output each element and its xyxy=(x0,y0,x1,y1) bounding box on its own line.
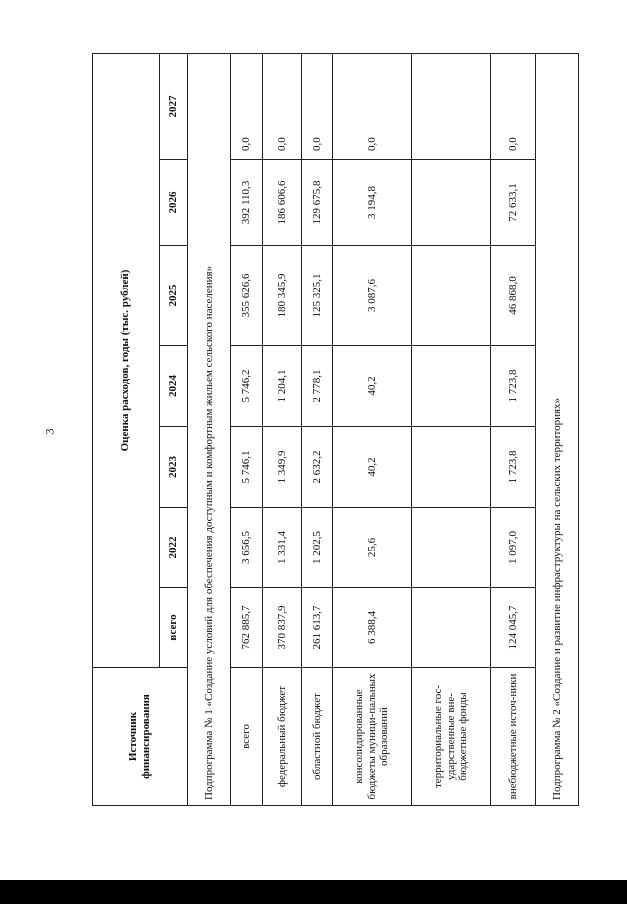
table-cell: 1 204,1 xyxy=(263,346,302,427)
table-cell: 370 837,9 xyxy=(263,588,302,668)
table-cell xyxy=(412,508,491,588)
table-cell xyxy=(412,588,491,668)
estimate-header: Оценка расходов, годы (тыс. рублей) xyxy=(93,53,160,667)
table-cell: 762 885,7 xyxy=(231,588,263,668)
table-cell: 0,0 xyxy=(491,53,536,159)
table-cell: 0,0 xyxy=(263,53,302,159)
subprogram-1-title: Подпрограмма № 1 «Создание условий для обеспечения доступным и комфортным жильем сельского населения» xyxy=(188,53,231,805)
table-cell: 5 746,1 xyxy=(231,427,263,508)
row-label: областной бюджет xyxy=(302,668,333,806)
table-cell: 0,0 xyxy=(302,53,333,159)
table-cell: 392 110,3 xyxy=(231,160,263,246)
table-cell: 3 194,8 xyxy=(333,160,412,246)
table-row xyxy=(333,53,412,805)
row-label: консолидированные бюджеты муници-пальных образований xyxy=(333,668,412,806)
rotated-table-container xyxy=(92,54,568,806)
page-number: 3 xyxy=(42,428,57,435)
column-header-total: всего xyxy=(159,588,188,668)
row-label: федеральный бюджет xyxy=(263,668,302,806)
table-row xyxy=(491,53,536,805)
table-cell: 124 045,7 xyxy=(491,588,536,668)
table-row xyxy=(302,53,333,805)
scan-bottom-edge xyxy=(0,880,627,904)
table-cell: 40,2 xyxy=(333,427,412,508)
table-cell: 46 868,0 xyxy=(491,246,536,346)
table-cell: 1 723,8 xyxy=(491,346,536,427)
source-header: Источник финансирования xyxy=(93,668,188,806)
table-cell: 186 606,6 xyxy=(263,160,302,246)
table-cell: 355 626,6 xyxy=(231,246,263,346)
table-cell: 125 325,1 xyxy=(302,246,333,346)
table-cell: 129 675,8 xyxy=(302,160,333,246)
row-label: всего xyxy=(231,668,263,806)
table-cell: 6 388,4 xyxy=(333,588,412,668)
table-cell: 5 746,2 xyxy=(231,346,263,427)
table-cell xyxy=(412,246,491,346)
table-cell: 1 097,0 xyxy=(491,508,536,588)
table-cell: 180 345,9 xyxy=(263,246,302,346)
column-header-2025: 2025 xyxy=(159,246,188,346)
row-label: территориальные гос-ударственные вне-бюджетные фонды xyxy=(412,668,491,806)
table-cell xyxy=(412,427,491,508)
table-cell: 25,6 xyxy=(333,508,412,588)
table-cell: 2 632,2 xyxy=(302,427,333,508)
table-cell: 40,2 xyxy=(333,346,412,427)
table-cell: 0,0 xyxy=(231,53,263,159)
table-cell xyxy=(412,160,491,246)
table-row xyxy=(263,53,302,805)
table-cell: 1 723,8 xyxy=(491,427,536,508)
column-header-2027: 2027 xyxy=(159,53,188,159)
table-cell: 1 202,5 xyxy=(302,508,333,588)
table-cell: 1 349,9 xyxy=(263,427,302,508)
table-row xyxy=(231,53,263,805)
financing-table xyxy=(92,53,579,806)
column-header-2023: 2023 xyxy=(159,427,188,508)
table-cell: 72 633,1 xyxy=(491,160,536,246)
column-header-2024: 2024 xyxy=(159,346,188,427)
table-cell xyxy=(412,53,491,159)
row-label: внебюджетные источ-ники xyxy=(491,668,536,806)
table-cell: 0,0 xyxy=(333,53,412,159)
table-cell: 261 613,7 xyxy=(302,588,333,668)
table-cell: 2 778,1 xyxy=(302,346,333,427)
column-header-2022: 2022 xyxy=(159,508,188,588)
table-cell: 3 656,5 xyxy=(231,508,263,588)
table-cell: 3 087,6 xyxy=(333,246,412,346)
column-header-2026: 2026 xyxy=(159,160,188,246)
table-row xyxy=(412,53,491,805)
table-cell xyxy=(412,346,491,427)
subprogram-2-title: Подпрограмма № 2 «Создание и развитие инфраструктуры на сельских территориях» xyxy=(536,53,579,805)
table-cell: 1 331,4 xyxy=(263,508,302,588)
